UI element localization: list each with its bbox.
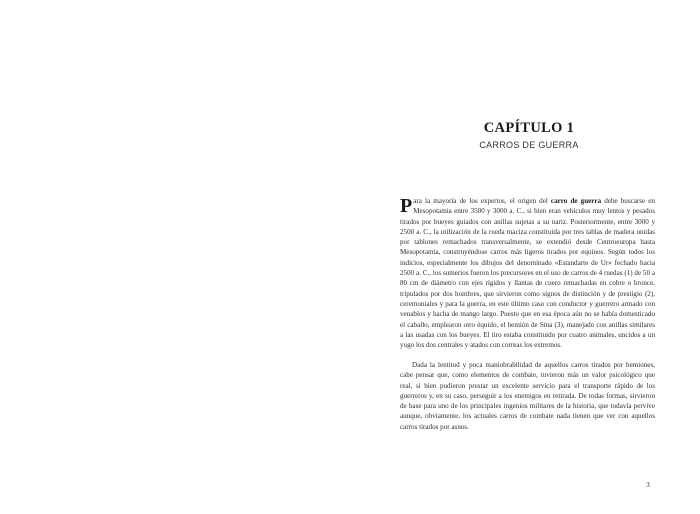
paragraph-1: [400, 196, 655, 350]
paragraph-2: Dada la lentitud y poca maniobrabilidad de aquellos carros tirados por hemiones, cabe pensar que, como elementos de combate, tuvieron más un valor psicológico que real, si bien pudieron prestar un excelente servicio para el transporte rápido de los guerreros y, en su caso, perseguir a los enemigos en retirada. De todas formas, sirvieron de base para uno de los principales ingenios militares de la historia, que todavía pervive aunque, obviamente, los actuales carros de combate nada tienen que ver con aquellos carros tirados por asnos.: [400, 360, 655, 431]
drop-cap: P: [400, 195, 413, 217]
chapter-title: CAPÍTULO 1: [483, 120, 575, 136]
page-number: 3: [646, 480, 650, 489]
chapter-body: [400, 196, 655, 432]
chapter-subtitle: CARROS DE GUERRA: [479, 140, 579, 150]
paragraph-1-text-rest: debe buscarse en Mesopotamia entre 3500 y 3000 a. C., si bien eran vehículos muy lentos y pesados tirados por bueyes guiados con anillas sujetas a su nariz. Posteriormente, entre 3000 y 2500 a. C., la utilización de la rueda maciza constituida por tres tablas de madera unidas por tablones remachados transversalmente, se extendió desde Centroeuropa hasta Mesopotamia, construyéndose carros más ligeros tirados por equinos. Según todos los indicios, especialmente los dibujos del denominado «Estandarte de Ur» fechado hacia 2500 a. C., los sumerios fueron los precursores en el uso de carros de 4 ruedas (1) de 50 a 80 cm de diámetro con ejes rígidos y llantas de cuero remachadas en cobre o bronce, tripulados por dos hombres, que sirvieron como signos de distinción y de prestigio (2), ceremoniales y para la guerra, en este último caso con conductor y guerrero armado con venablos y hacha de mango largo. Puesto que en esa época aún no se había domesticado el caballo, emplearon otro équido, el hemión de Sina (3), manejado con anillas similares a las usadas con los bueyes. El tiro estaba constituido por cuatro animales, uncidos a un yugo los dos centrales y atados con correas los extremos.: [400, 197, 655, 350]
paragraph-1-text-start: ara la mayoría de los expertos, el origen del: [413, 197, 551, 205]
paragraph-1-bold-term: carro de guerra: [550, 197, 602, 205]
